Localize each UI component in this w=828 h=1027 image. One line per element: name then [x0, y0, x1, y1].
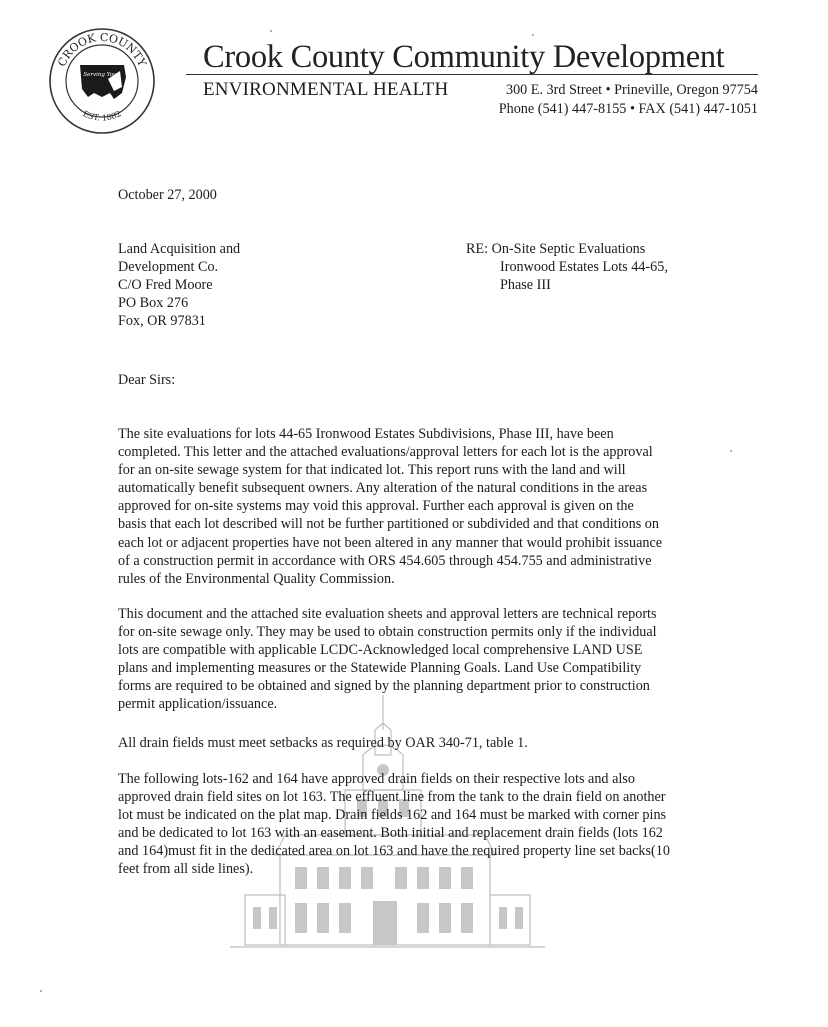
paragraph-line: This document and the attached site evaluation sheets and approval letters are technical reports: [118, 606, 657, 622]
paragraph-line: lots are compatible with applicable LCDC-Acknowledged local comprehensive LAND USE: [118, 642, 643, 659]
scan-speck: [730, 450, 732, 452]
recipient-address: [118, 240, 240, 330]
paragraph-line: and be dedicated to lot 163 with an easement. Both initial and replacement drain fields (lots 162: [118, 825, 663, 842]
subject-line: RE: On-Site Septic Evaluations: [466, 241, 646, 257]
paragraph-line: approved for on-site systems may void this approval. Further each approval is given on the: [118, 498, 634, 515]
subject-detail-line: Phase III: [500, 277, 551, 294]
seal-top-text: CROOK COUNTY: [55, 30, 149, 69]
paragraph-line: feet from all side lines).: [118, 861, 254, 878]
paragraph-line: of a construction permit in accordance with ORS 454.605 through 454.755 and administrative: [118, 552, 652, 569]
paragraph-line: All drain fields must meet setbacks as required by OAR 340-71, table 1.: [118, 735, 528, 751]
paragraph-line: each lot or adjacent properties have not been altered in any manner that would prohibit issuance: [118, 534, 663, 551]
paragraph-setbacks: [118, 734, 738, 752]
paragraph-line: The following lots-162 and 164 have approved drain fields on their respective lots and also: [118, 771, 635, 787]
recipient-line: Fox, OR 97831: [118, 313, 206, 330]
office-address: 300 E. 3rd Street • Prineville, Oregon 97754: [505, 82, 758, 98]
recipient-line: C/O Fred Moore: [118, 277, 213, 294]
paragraph-line: basis that each lot described will not be further partitioned or subdivided and that conditions on: [118, 516, 659, 533]
salutation: Dear Sirs:: [118, 372, 176, 388]
paragraph-line: completed. This letter and the attached evaluations/approval letters for each lot is the approval: [118, 444, 653, 461]
paragraph-drain-fields: [118, 770, 738, 879]
subject-detail-line: Ironwood Estates Lots 44-65,: [500, 259, 668, 275]
seal-motto: Serving You: [83, 72, 117, 78]
paragraph-line: forms are required to be obtained and signed by the planning department prior to construction: [118, 678, 650, 695]
department-name: ENVIRONMENTAL HEALTH: [203, 79, 449, 100]
organization-name: Crook County Community Development: [203, 39, 725, 75]
recipient-line: Development Co.: [118, 259, 219, 276]
recipient-line: PO Box 276: [118, 295, 189, 312]
office-phone: Phone (541) 447-8155 • FAX (541) 447-1051: [498, 101, 758, 117]
subject-detail: [500, 258, 668, 294]
scan-speck: [270, 30, 272, 32]
paragraph-line: and 164)must fit in the dedicated area on lot 163 and have the required property line set backs(10: [118, 843, 670, 860]
paragraph-line: for on-site sewage only. They may be used to obtain construction permits only if the individual: [118, 624, 657, 641]
seal-established: EST. 1882: [81, 109, 123, 123]
county-seal: [48, 27, 156, 135]
paragraph-line: approved drain field sites on lot 163. The effluent line from the tank to the drain field on another: [118, 789, 666, 806]
letterhead-rule: [186, 74, 758, 75]
paragraph-line: for an on-site sewage system for that indicated lot. This report runs with the land and will: [118, 462, 626, 479]
paragraph-technical-reports: [118, 605, 738, 714]
paragraph-line: plans and implementing measures or the Statewide Planning Goals. Land Use Compatibility: [118, 660, 642, 677]
paragraph-line: lot must be indicated on the plat map. Drain fields 162 and 164 must be marked with corner pins: [118, 807, 667, 824]
scan-speck: [40, 990, 42, 992]
paragraph-line: permit application/issuance.: [118, 696, 278, 713]
recipient-line: Land Acquisition and: [118, 241, 241, 257]
paragraph-approval: [118, 425, 738, 588]
paragraph-line: automatically benefit subsequent owners. Any alteration of the natural conditions in the areas: [118, 480, 648, 497]
paragraph-line: The site evaluations for lots 44-65 Ironwood Estates Subdivisions, Phase III, have been: [118, 426, 614, 442]
scan-speck: [532, 34, 534, 36]
letter-date: October 27, 2000: [118, 187, 217, 203]
paragraph-line: rules of the Environmental Quality Commission.: [118, 570, 395, 587]
